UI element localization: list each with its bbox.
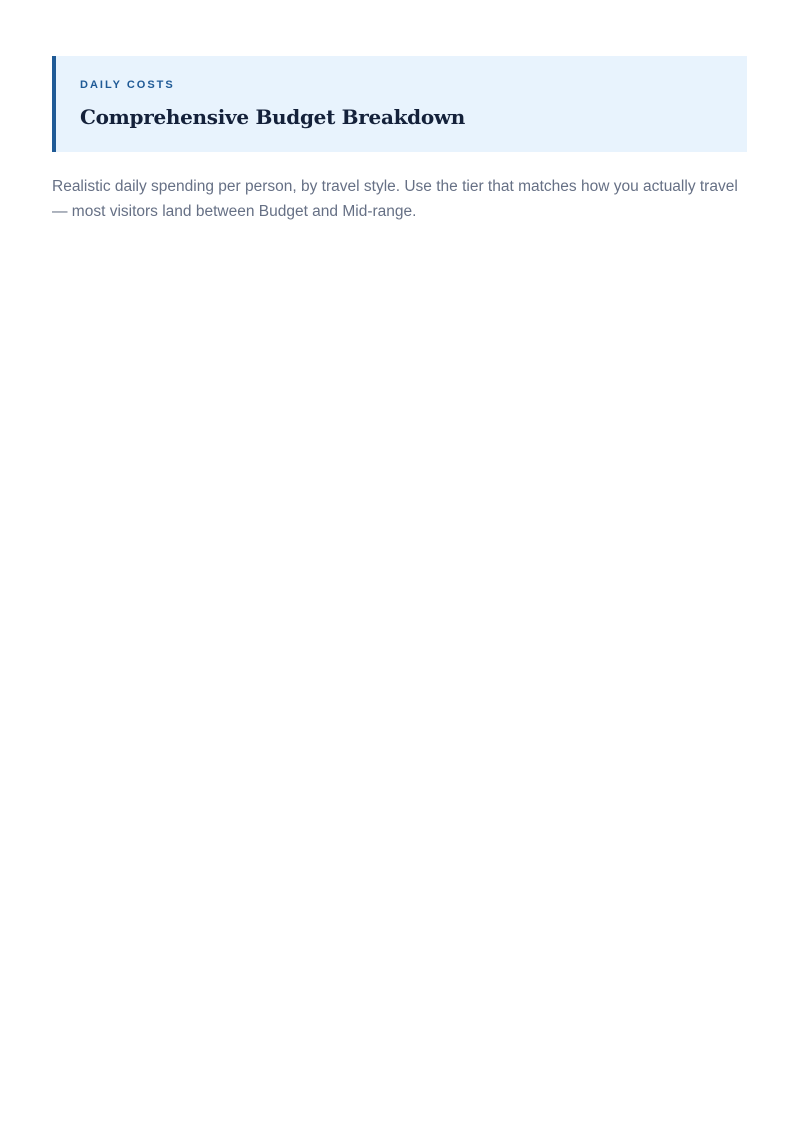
section-title: Comprehensive Budget Breakdown — [80, 105, 466, 129]
section-intro: Realistic daily spending per person, by travel style. Use the tier that matches how you actually travel — most visitors land between Budget and Mid-range. — [52, 178, 738, 220]
section-eyebrow: DAILY COSTS — [80, 79, 175, 91]
section-header — [52, 56, 747, 152]
page-content — [52, 56, 747, 240]
